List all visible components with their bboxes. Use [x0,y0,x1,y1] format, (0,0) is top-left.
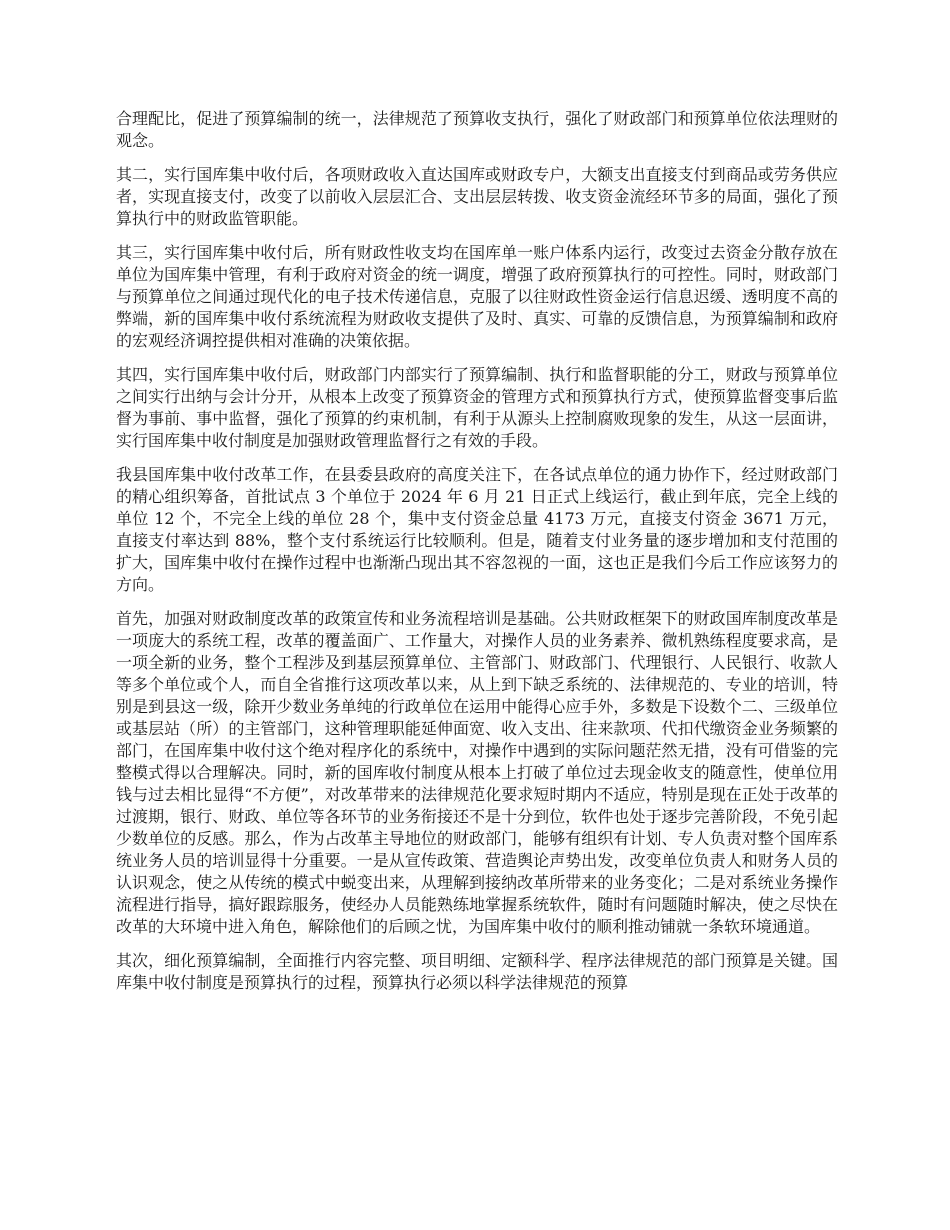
paragraph: 其二，实行国库集中收付后，各项财政收入直达国库或财政专户，大额支出直接支付到商品或劳务供应者，实现直接支付，改变了以前收入层层汇合、支出层层转拨、收支资金流经环节多的局面，强化了预算执行中的财政监管职能。 [116,165,838,228]
paragraph: 其三，实行国库集中收付后，所有财政性收支均在国库单一账户体系内运行，改变过去资金分散存放在单位为国库集中管理，有利于政府对资金的统一调度，增强了政府预算执行的可控性。同时，财政部门与预算单位之间通过现代化的电子技术传递信息，克服了以往财政性资金运行信息迟缓、透明度不高的弊端，新的国库集中收付系统流程为财政收支提供了及时、真实、可靠的反馈信息，为预算编制和政府的宏观经济调控提供相对准确的决策依据。 [116,243,838,350]
document-body [116,108,838,1006]
paragraph: 其次，细化预算编制，全面推行内容完整、项目明细、定额科学、程序法律规范的部门预算是关键。国库集中收付制度是预算执行的过程，预算执行必须以科学法律规范的预算 [116,951,838,992]
paragraph: 合理配比，促进了预算编制的统一，法律规范了预算收支执行，强化了财政部门和预算单位依法理财的观念。 [116,109,838,150]
paragraph: 其四，实行国库集中收付后，财政部门内部实行了预算编制、执行和监督职能的分工，财政与预算单位之间实行出纳与会计分开，从根本上改变了预算资金的管理方式和预算执行方式，使预算监督变事后监督为事前、事中监督，强化了预算的约束机制，有利于从源头上控制腐败现象的发生，从这一层面讲，实行国库集中收付制度是加强财政管理监督行之有效的手段。 [116,365,838,450]
paragraph: 我县国库集中收付改革工作，在县委县政府的高度关注下，在各试点单位的通力协作下，经过财政部门的精心组织筹备，首批试点 3 个单位于 2024 年 6 月 21 日正式上线运行，截止到年底，完全上线的单位 12 个，不完全上线的单位 28 个，集中支付资金总量 4173 万元，直接支付资金 3671 万元，直接支付率达到 88%，整个支付系统运行比较顺利。但是，随着支付业务量的逐步增加和支付范围的扩大，国库集中收付在操作过程中也渐渐凸现出其不容忽视的一面，这也正是我们今后工作应该努力的方向。 [116,465,838,594]
paragraph: 首先，加强对财政制度改革的政策宣传和业务流程培训是基础。公共财政框架下的财政国库制度改革是一项庞大的系统工程，改革的覆盖面广、工作量大，对操作人员的业务素养、微机熟练程度要求高，是一项全新的业务，整个工程涉及到基层预算单位、主管部门、财政部门、代理银行、人民银行、收款人等多个单位或个人，而自全省推行这项改革以来，从上到下缺乏系统的、法律规范的、专业的培训，特别是到县这一级，除开少数业务单纯的行政单位在运用中能得心应手外，多数是下设数个二、三级单位或基层站（所）的主管部门，这种管理职能延伸面宽、收入支出、往来款项、代扣代缴资金业务频繁的部门，在国库集中收付这个绝对程序化的系统中，对操作中遇到的实际问题茫然无措，没有可借鉴的完整模式得以合理解决。同时，新的国库收付制度从根本上打破了单位过去现金收支的随意性，使单位用钱与过去相比显得“不方便”，对改革带来的法律规范化要求短时期内不适应，特别是现在正处于改革的过渡期，银行、财政、单位等各环节的业务衔接还不是十分到位，软件也处于逐步完善阶段，不免引起少数单位的反感。那么，作为占改革主导地位的财政部门，能够有组织有计划、专人负责对整个国库系统业务人员的培训显得十分重要。一是从宣传政策、营造舆论声势出发，改变单位负责人和财务人员的认识观念，使之从传统的模式中蜕变出来，从理解到接纳改革所带来的业务变化；二是对系统业务操作流程进行指导，搞好跟踪服务，使经办人员能熟练地掌握系统软件，随时有问题随时解决，使之尽快在改革的大环境中进入角色，解除他们的后顾之忧，为国库集中收付的顺利推动铺就一条软环境通道。 [116,609,838,936]
